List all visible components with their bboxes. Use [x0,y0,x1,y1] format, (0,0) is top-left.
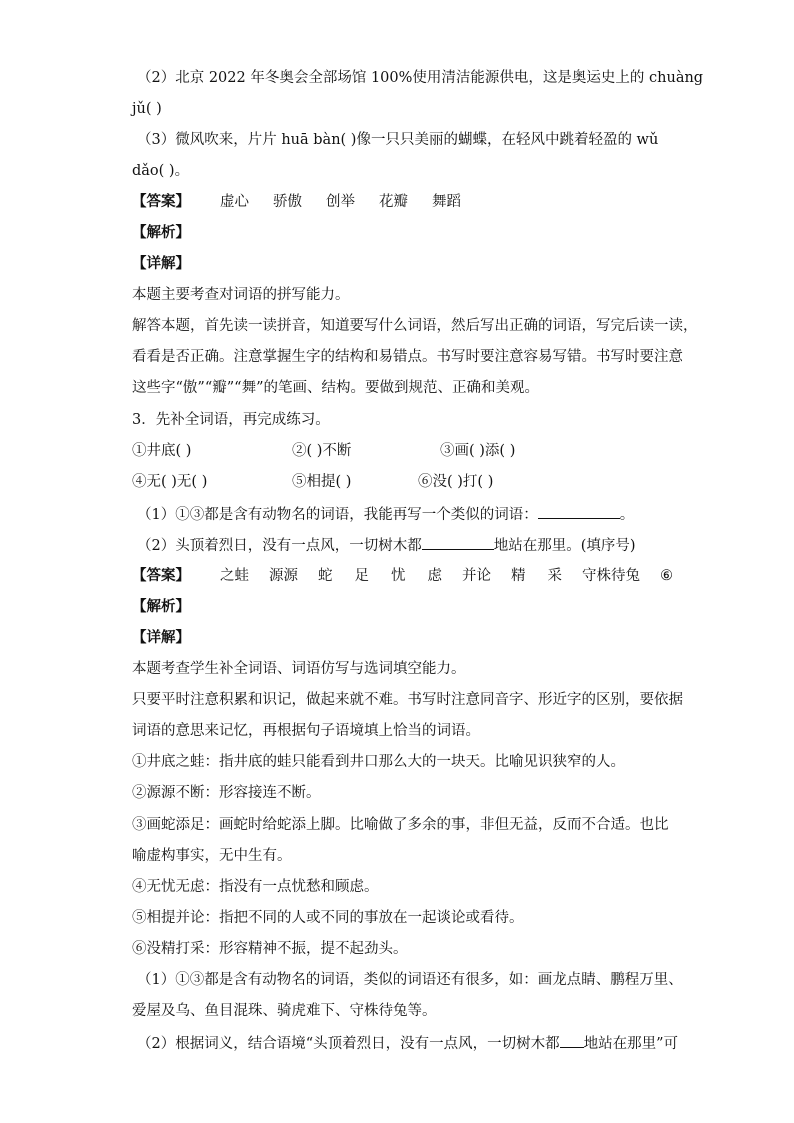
answer-item: 采 [547,568,562,584]
explain-3b: 喻虚构事实，无中生有。 [132,848,292,864]
sub2-explain-text: （2）根据词义，结合语境“头顶着烈日，没有一点风，一切树木都 [137,1036,560,1052]
q3-row2 [132,472,493,492]
q2-detail-p1: 本题主要考查对词语的拼写能力。 [132,287,350,303]
answer-item: 之蛙 [220,568,249,584]
answer-label: 【答案】 [132,193,190,210]
answer-item: 虑 [427,568,442,584]
answer-blank [422,535,494,550]
answer-item: 舞蹈 [432,194,461,210]
q3-sub1 [137,504,634,525]
q2-detail-p2c: 这些字“傲”“瓣”“舞”的笔画、结构。要做到规范、正确和美观。 [132,380,539,396]
q3-title: 3．先补全词语，再完成练习。 [132,412,330,428]
analysis-label: 【解析】 [132,224,190,241]
q3-sub1-suffix: 。 [619,507,635,523]
explain-4: ④无忧无虑：指没有一点忧愁和顾虑。 [132,879,379,895]
q3-sub1-text: （1）①③都是含有动物名的词语，我能再写一个类似的词语： [137,507,538,523]
answer-item: 创举 [326,194,355,210]
q3-sub2 [137,535,636,556]
answer-label: 【答案】 [132,567,190,584]
answer-item: 精 [511,568,526,584]
answer-item: 骄傲 [273,194,302,210]
q2-4-line1: （3）微风吹来，片片 huā bàn( )像一只只美丽的蝴蝶，在轻风中跳着轻盈的 wǔ [137,132,659,148]
q3-item: ⑤相提( ) [292,474,352,490]
answer-blank [538,504,620,519]
sub1-explain-a: （1）①③都是含有动物名的词语，类似的词语还有很多，如：画龙点睛、鹏程万里、 [137,972,683,988]
q3-sub2-text: （2）头顶着烈日，没有一点风，一切树木都 [137,538,422,554]
answer2-line [132,192,485,212]
q3-item: ①井底( ) [132,443,192,459]
q3-detail-p2a: 只要平时注意积累和识记，做起来就不难。书写时注意同音字、形近字的区别，要依据 [132,692,683,708]
q3-item: ③画( )添( ) [440,443,516,459]
answer-item: 花瓣 [379,194,408,210]
q2-3-line2: jǔ( ) [132,101,162,117]
q2-detail-p2b: 看看是否正确。注意掌握生字的结构和易错点。书写时要注意容易写错。书写时要注意 [132,349,683,365]
answer-item: 足 [354,568,369,584]
explain-5: ⑤相提并论：指把不同的人或不同的事放在一起谈论或看待。 [132,910,524,926]
q3-sub2-suffix: 地站在那里。(填序号) [493,538,636,554]
q3-detail-p1: 本题考查学生补全词语、词语仿写与选词填空能力。 [132,661,466,677]
analysis-label-2: 【解析】 [132,598,190,615]
sub2-explain-suffix: 地站在那里”可 [583,1036,679,1052]
sub2-explain [137,1033,678,1054]
q3-detail-p2b: 词语的意思来记忆，再根据句子语境填上恰当的词语。 [132,723,480,739]
sub1-explain-b: 爱屋及乌、鱼目混珠、骑虎难下、守株待兔等。 [132,1003,437,1019]
answer-item: 并论 [462,568,491,584]
explain-3a: ③画蛇添足：画蛇时给蛇添上脚。比喻做了多余的事，非但无益，反而不合适。也比 [132,817,669,833]
answer-item: 源源 [269,568,298,584]
q2-detail-p2a: 解答本题，首先读一读拼音，知道要写什么词语，然后写出正确的词语，写完后读一读， [132,318,698,334]
explain-2: ②源源不断：形容接连不断。 [132,785,321,801]
q2-3-line1: （2）北京 2022 年冬奥会全部场馆 100%使用清洁能源供电，这是奥运史上的 chuàng [137,70,704,86]
q3-item: ④无( )无( ) [132,474,208,490]
answer-blank [560,1033,584,1048]
q3-row1 [132,441,515,461]
q3-item: ②( )不断 [292,443,352,459]
q2-4-line2: dǎo( )。 [132,163,190,179]
answer-item: 守株待兔 [582,568,640,584]
answer-item: 蛇 [318,568,333,584]
answer-item: 虚心 [220,194,249,210]
detail-label-2: 【详解】 [132,629,190,646]
explain-1: ①井底之蛙：指井底的蛙只能看到井口那么大的一块天。比喻见识狭窄的人。 [132,754,625,770]
q3-item: ⑥没( )打( ) [418,474,494,490]
answer-item: 忧 [391,568,406,584]
detail-label: 【详解】 [132,255,190,272]
explain-6: ⑥没精打采：形容精神不振，提不起劲头。 [132,941,408,957]
answer3-line [132,566,673,586]
answer-item: ⑥ [660,568,673,584]
